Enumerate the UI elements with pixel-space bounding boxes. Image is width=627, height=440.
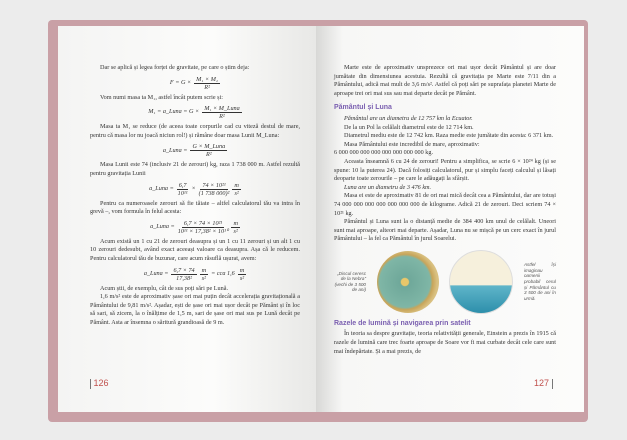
paragraph: Acum știi, de exemplu, cât de sus poți sări pe Lună. xyxy=(100,284,229,292)
paragraph: Dar se aplică și legea forței de gravitate, pe care o știm deja: xyxy=(100,64,250,71)
paragraph: Marte este de aproximativ unsprezece ori mai ușor decât Pământul și are doar jumătate din dimensiunea acestuia. Rezultă că gravitația pe Marte este 7/11 din a Pământului, adică mai mult de 3,6 m/s². Astfel că poți sări pe suprafața planetei Marte de aproape trei ori mai sus sau mai departe decât pe Pământ. xyxy=(334,64,556,97)
page-number-bar xyxy=(552,379,553,389)
numerator: 6,7 × 74 × 10²¹ xyxy=(183,219,223,227)
paragraph: 1,6 m/s² este de aproximativ șase ori mai puțin decât accelerația gravitațională a Pământului de 9,81 m/s². Așadar, ești de șase ori mai ușor decât pe Pământ și în loc să sari, să zicem, la o înălțime de 1,5 m, sari de șase ori mai sus pe Lună decât pe Pământ. Asta ar însemna o săritură grandioasă de 9 m. xyxy=(90,293,300,326)
paragraph: Pentru ca numeroasele zerouri să fie tăiate – altfel calculatorul tău va intra în grevă –, vom formula în felul acesta: xyxy=(90,199,300,216)
nebra-sky-disc-image xyxy=(377,251,439,313)
page-number-bar xyxy=(90,379,91,389)
left-page-text xyxy=(90,64,300,328)
unit-denominator: s² xyxy=(233,227,238,235)
denominator: R² xyxy=(205,151,212,159)
numerator: M₁ × M₂ xyxy=(196,75,219,83)
denominator: 17,38² xyxy=(176,274,192,282)
unit-numerator: m xyxy=(239,266,245,274)
numerator: M₁ × M_Luna xyxy=(204,105,240,113)
denominator: (1 738 000)² xyxy=(198,189,230,197)
formula-lhs: M₁ = a_Luna = G × xyxy=(148,108,200,116)
operator: × xyxy=(191,184,196,192)
formula-result xyxy=(90,267,300,282)
paragraph: De la un Pol la celălalt diametrul este de 12 714 km. xyxy=(344,123,474,131)
unit-denominator: s² xyxy=(239,274,245,282)
formula-simplified xyxy=(90,220,300,235)
paragraph: În teoria sa despre gravitație, teoria relativității generale, Einstein a prezis în 1915 că razele de lumină care trec foarte aproape de Soare vor fi mai curbate decât cele care sunt mai îndepărtate. Și a mai prezis, de xyxy=(334,330,556,355)
paragraph: Diametrul mediu este de 12 742 km. Raza medie este jumătate din acesta: 6 371 km. xyxy=(344,132,554,140)
formula-lhs: a_Luna = xyxy=(162,146,188,154)
denominator: 10¹¹ × 17,38² × 10¹⁰ xyxy=(177,227,229,235)
unit-denominator: s² xyxy=(234,189,239,197)
paragraph: Pământul are un diametru de 12 757 km la Ecuator. xyxy=(344,114,473,122)
formula-lhs: a_Luna = xyxy=(150,222,175,230)
formula-gravity-law xyxy=(90,76,300,91)
figures xyxy=(334,250,556,314)
numerator: 6,7 × 74 xyxy=(173,266,195,274)
right-page xyxy=(316,26,584,412)
left-page xyxy=(58,26,316,412)
paragraph: Masa Pământului este incredibil de mare, aproximativ: xyxy=(344,140,480,148)
formula-moon-values xyxy=(90,182,300,197)
page-number xyxy=(90,378,109,389)
ancient-world-view-image xyxy=(449,250,513,314)
unit-numerator: m xyxy=(201,266,207,274)
denominator: R² xyxy=(204,83,210,91)
denominator: 10¹¹ xyxy=(177,189,188,197)
numerator: G × M_Luna xyxy=(192,143,226,151)
formula-moon-accel xyxy=(90,143,300,158)
page-number-text: 126 xyxy=(93,378,109,388)
page-number-text: 127 xyxy=(534,378,550,388)
formula-rhs: = cca 1,6 xyxy=(211,269,235,277)
page-number xyxy=(534,378,553,389)
paragraph: Masa ta M₁ se reduce (de aceea toate corpurile cad cu viteză destul de mare, pentru că masa lor nu joacă niciun rol!) și rămâne doar masa Lunii M_Luna: xyxy=(90,123,300,139)
formula-mass xyxy=(90,105,300,120)
paragraph: 6 000 000 000 000 000 000 000 000 kg. xyxy=(334,149,433,157)
paragraph: Masa Lunii este 74 (inclusiv 21 de zerouri) kg, raza 1 738 000 m. Astfel rezultă pentru gravitația Lunii xyxy=(90,161,300,177)
unit-numerator: m xyxy=(233,219,238,227)
paragraph: Luna are un diametru de 3 476 km. xyxy=(344,183,432,191)
unit-numerator: m xyxy=(234,181,239,189)
paragraph: Masa ei este de aproximativ 81 de ori mai mică decât cea a Pământului, dar are totuși 74 000 000 000 000 000 000 000 de kilograme. Adică 21 de zerouri. Deci scriem 74 × 10²¹ kg. xyxy=(334,192,556,217)
numerator: 74 × 10²¹ xyxy=(202,181,226,189)
unit-denominator: s² xyxy=(201,274,207,282)
paragraph: Pământul și Luna sunt la o distanță medie de 384 400 km unul de celălalt. Uneori sunt mai aproape, alteori mai departe. Așadar, Luna nu se mișcă pe un cerc exact în jurul Pământului – la fel ca Pământul în jurul Soarelui. xyxy=(334,218,556,243)
paragraph: Vom numi masa ta M₁, astfel încât putem scrie și: xyxy=(100,93,224,101)
caption-ancient-sky: Astfel își imaginau oamenii probabil cerul și Pământul cu 3 500 de ani în urmă. xyxy=(523,262,556,301)
section-heading: Razele de lumină și navigarea prin satelit xyxy=(334,319,471,327)
paragraph: Aceasta înseamnă 6 cu 24 de zerouri! Pentru a simplifica, se scrie 6 × 10²⁴ kg (și se spune: 10 la puterea 24). Dacă folosiți calculatorul, pur și simplu faceți calculul și lăsați deoparte toate zerourile – pe care le adăugați la sfârșit. xyxy=(334,157,556,183)
formula-lhs: a_Luna = xyxy=(143,269,169,277)
numerator: 6,7 xyxy=(178,181,187,189)
formula-lhs: a_Luna = xyxy=(149,184,174,192)
section-heading: Pământul și Luna xyxy=(334,104,392,112)
formula-lhs: F = G × xyxy=(169,78,192,86)
denominator: R² xyxy=(219,113,225,121)
caption-nebra-disc: „Discul ceresc de la Nebra” (vechi de 3 500 de ani) xyxy=(334,270,366,293)
right-page-text xyxy=(334,64,556,356)
paragraph: Acum există un 1 cu 21 de zerouri deasupra și un 1 cu 11 zerouri și un alt 1 cu 10 zerouri dedesubt, având exact aceeași valoare ca deasupra. Așa că le reducem. Pentru calculatorul tău de buzunar, care acum răsuflă ușurat, avem: xyxy=(90,237,300,262)
